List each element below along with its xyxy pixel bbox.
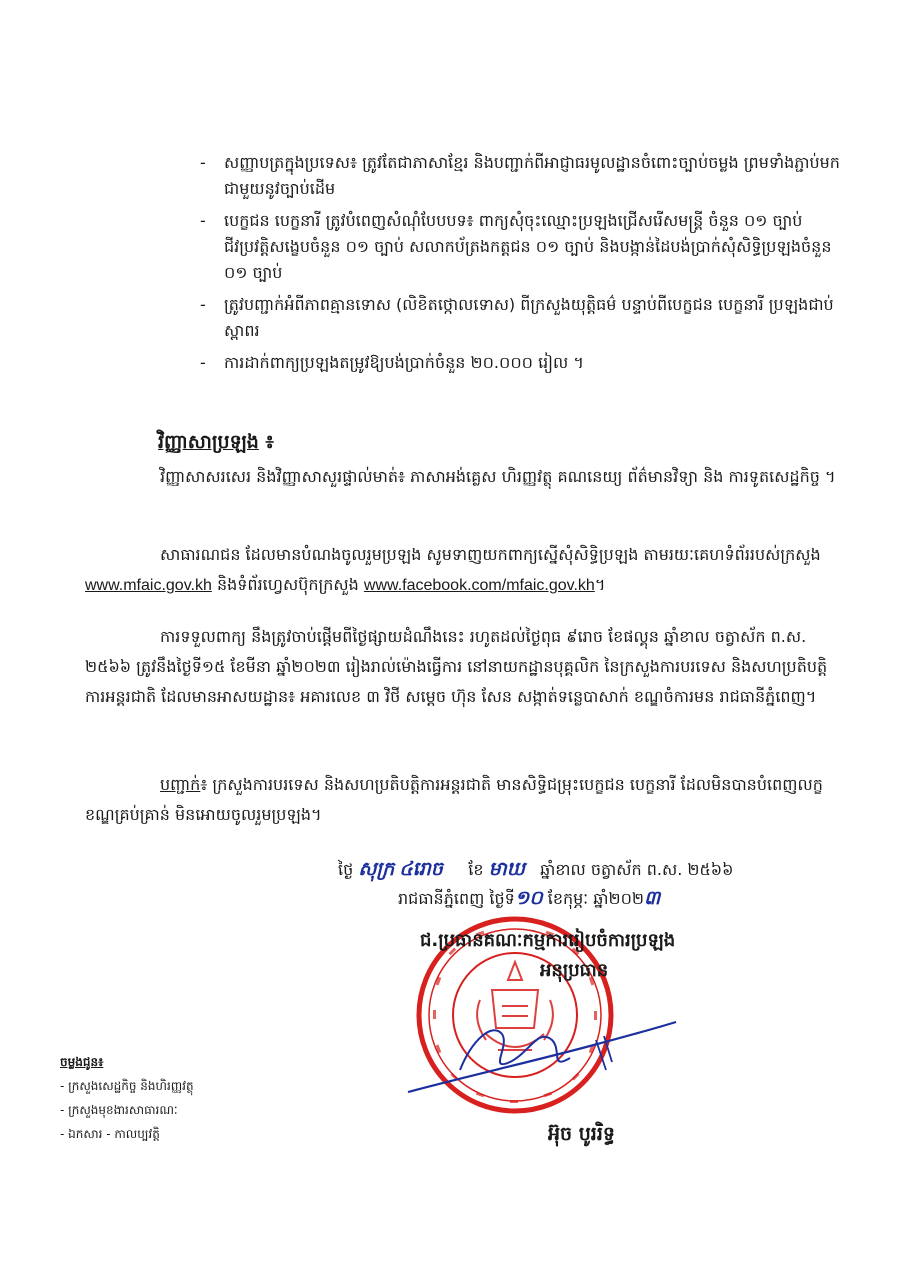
lunar-year-text: ឆ្នាំខាល ចត្វាស័ក ព.ស. ២៥៦៦ xyxy=(540,860,734,879)
requirements-list xyxy=(200,150,840,382)
copy-to-item: - ក្រសួងមុខងារសាធារណៈ xyxy=(60,1103,178,1117)
handwritten-day: សុក្រ xyxy=(358,858,395,880)
place-text: រាជធានីភ្នំពេញ ថ្ងៃទី xyxy=(398,889,515,908)
signature-icon xyxy=(400,1000,680,1100)
deadline-paragraph: ការទទួលពាក្យ នឹងត្រូវចាប់ផ្តើមពីថ្ងៃផ្សាយដំណឹងនេះ រហូតដល់ថ្ងៃពុធ ៩រោច ខែផល្គុន ឆ្នាំខាល ចត្វាស័ក ព.ស. ២៥៦៦ ត្រូវនឹងថ្ងៃទី១៥ ខែមីនា ឆ្នាំ២០២៣ រៀងរាល់ម៉ោងធ្វើការ នៅនាយកដ្ឋានបុគ្គលិក នៃក្រសួងការបរទេស និងសហប្រតិបត្តិការអន្តរជាតិ ដែលមានអាសយដ្ឋាន៖ អគារលេខ ៣ វិថី សម្តេច ហ៊ុន សែន សង្កាត់ទន្លេបាសាក់ ខណ្ឌចំការមន រាជធានីភ្នំពេញ។ xyxy=(85,627,828,706)
copy-to-block xyxy=(60,1050,194,1146)
date-block xyxy=(338,855,858,913)
note-paragraph xyxy=(85,770,845,830)
requirement-item: - ការដាក់ពាក្យប្រឡងតម្រូវឱ្យបង់ប្រាក់ចំនួន ២០.០០០ រៀល ។ xyxy=(200,353,584,372)
day-label: ថ្ងៃ xyxy=(338,860,354,879)
requirement-item: - សញ្ញាបត្រក្នុងប្រទេស៖ ត្រូវតែជាភាសាខ្មែរ និងបញ្ជាក់ពីអាជ្ញាធរមូលដ្ឋានចំពោះច្បាប់ចម្លង ព្រមទាំងភ្ជាប់មកជាមួយនូវច្បាប់ដើម xyxy=(200,153,840,198)
note-text: ៖ ក្រសួងការបរទេស និងសហប្រតិបត្តិការអន្តរជាតិ មានសិទ្ធិជម្រុះបេក្ខជន បេក្ខនារី ដែលមិនបានបំពេញលក្ខខណ្ឌគ្រប់គ្រាន់ មិនអោយចូលរួមប្រឡង។ xyxy=(85,775,823,824)
handwritten-year-digit: ៣ xyxy=(644,887,661,909)
subjects-title: វិញ្ញាសាប្រឡង xyxy=(158,431,259,453)
handwritten-month: មាឃ xyxy=(488,858,525,880)
requirement-text: សញ្ញាបត្រក្នុងប្រទេស៖ ត្រូវតែជាភាសាខ្មែរ និងបញ្ជាក់ពីអាជ្ញាធរមូលដ្ឋានចំពោះច្បាប់ចម្លង ព្រមទាំងភ្ជាប់មកជាមួយនូវច្បាប់ដើម xyxy=(224,153,840,198)
copy-to-title: ចម្លងជូន៖ xyxy=(60,1055,104,1069)
requirement-text: ត្រូវបញ្ជាក់អំពីភាពគ្មានទោស (លិខិតថ្កោលទោស) ពីក្រសួងយុត្តិធម៌ បន្ទាប់ពីបេក្ខជន បេក្ខនារី ប្រឡងជាប់ស្ពាពរ xyxy=(224,295,834,340)
signatory-title: ជ.ប្រធានគណៈកម្មការរៀបចំការប្រឡង xyxy=(420,930,676,951)
requirement-item: - ត្រូវបញ្ជាក់អំពីភាពគ្មានទោស (លិខិតថ្កោលទោស) ពីក្រសួងយុត្តិធម៌ បន្ទាប់ពីបេក្ខជន បេក្ខនារី ប្រឡងជាប់ស្ពាពរ xyxy=(200,295,834,340)
subjects-heading xyxy=(158,430,274,458)
handwritten-lunar-day: ៤រោច xyxy=(399,858,443,880)
handwritten-day-number: ១០ xyxy=(514,887,543,909)
apply-text-before: សាធារណជន ដែលមានបំណងចូលរួមប្រឡង សូមទាញយកពាក្យស្នើសុំសិទ្ធិប្រឡង តាមរយៈគេហទំព័ររបស់ក្រសួង xyxy=(160,545,821,564)
facebook-link[interactable]: www.facebook.com/mfaic.gov.kh xyxy=(363,577,595,594)
requirement-text: ការដាក់ពាក្យប្រឡងតម្រូវឱ្យបង់ប្រាក់ចំនួន ២០.០០០ រៀល ។ xyxy=(224,353,584,372)
apply-paragraph xyxy=(85,540,845,601)
website-link[interactable]: www.mfaic.gov.kh xyxy=(85,577,212,594)
place-date-line xyxy=(338,884,858,913)
signatory-role: អនុប្រធាន xyxy=(540,960,609,981)
apply-text-end: ។ xyxy=(594,575,606,594)
requirement-item: - បេក្ខជន បេក្ខនារី ត្រូវបំពេញសំណុំបែបបទ៖ ពាក្យសុំចុះឈ្មោះប្រឡងជ្រើសរើសមន្ត្រី ចំនួន ០១ ច្បាប់ ជីវប្រវត្តិសង្ខេបចំនួន ០១ ច្បាប់ សលាកប័ត្រងកត្តជន ០១ ច្បាប់ និងបង្កាន់ដៃបង់ប្រាក់សុំសិទ្ធិប្រឡងចំនួន ០១ ច្បាប់ xyxy=(200,211,832,282)
subjects-colon: ៖ xyxy=(258,431,274,453)
note-label: បញ្ជាក់ xyxy=(160,775,201,794)
copy-to-item: - ក្រសួងសេដ្ឋកិច្ច និងហិរញ្ញវត្ថុ xyxy=(60,1079,194,1093)
signatory-name: អ៊ុច បូររិទ្ធ xyxy=(548,1123,615,1145)
requirement-text: បេក្ខជន បេក្ខនារី ត្រូវបំពេញសំណុំបែបបទ៖ ពាក្យសុំចុះឈ្មោះប្រឡងជ្រើសរើសមន្ត្រី ចំនួន ០១ ច្បាប់ ជីវប្រវត្តិសង្ខេបចំនួន ០១ ច្បាប់ សលាកប័ត្រងកត្តជន ០១ ច្បាប់ និងបង្កាន់ដៃបង់ប្រាក់សុំសិទ្ធិប្រឡងចំនួន ០១ ច្បាប់ xyxy=(224,211,832,282)
month-label: ខែ xyxy=(468,860,484,879)
apply-text-middle: និងទំព័រហ្វេសប៊ុកក្រសួង xyxy=(211,575,364,594)
subjects-paragraph: វិញ្ញាសាសរសេរ និងវិញ្ញាសាសួរផ្ទាល់មាត់៖ ភាសាអង់គ្លេស ហិរញ្ញវត្ថុ គណនេយ្យ ព័ត៌មានវិទ្យា និង ការទូតសេដ្ឋកិច្ច ។ xyxy=(160,467,836,486)
lunar-date-line xyxy=(338,855,858,884)
month-year-text: ខែកុម្ភៈ ឆ្នាំ២០២ xyxy=(542,889,645,908)
copy-to-item: - ឯកសារ - កាលប្បវត្តិ xyxy=(60,1127,160,1141)
